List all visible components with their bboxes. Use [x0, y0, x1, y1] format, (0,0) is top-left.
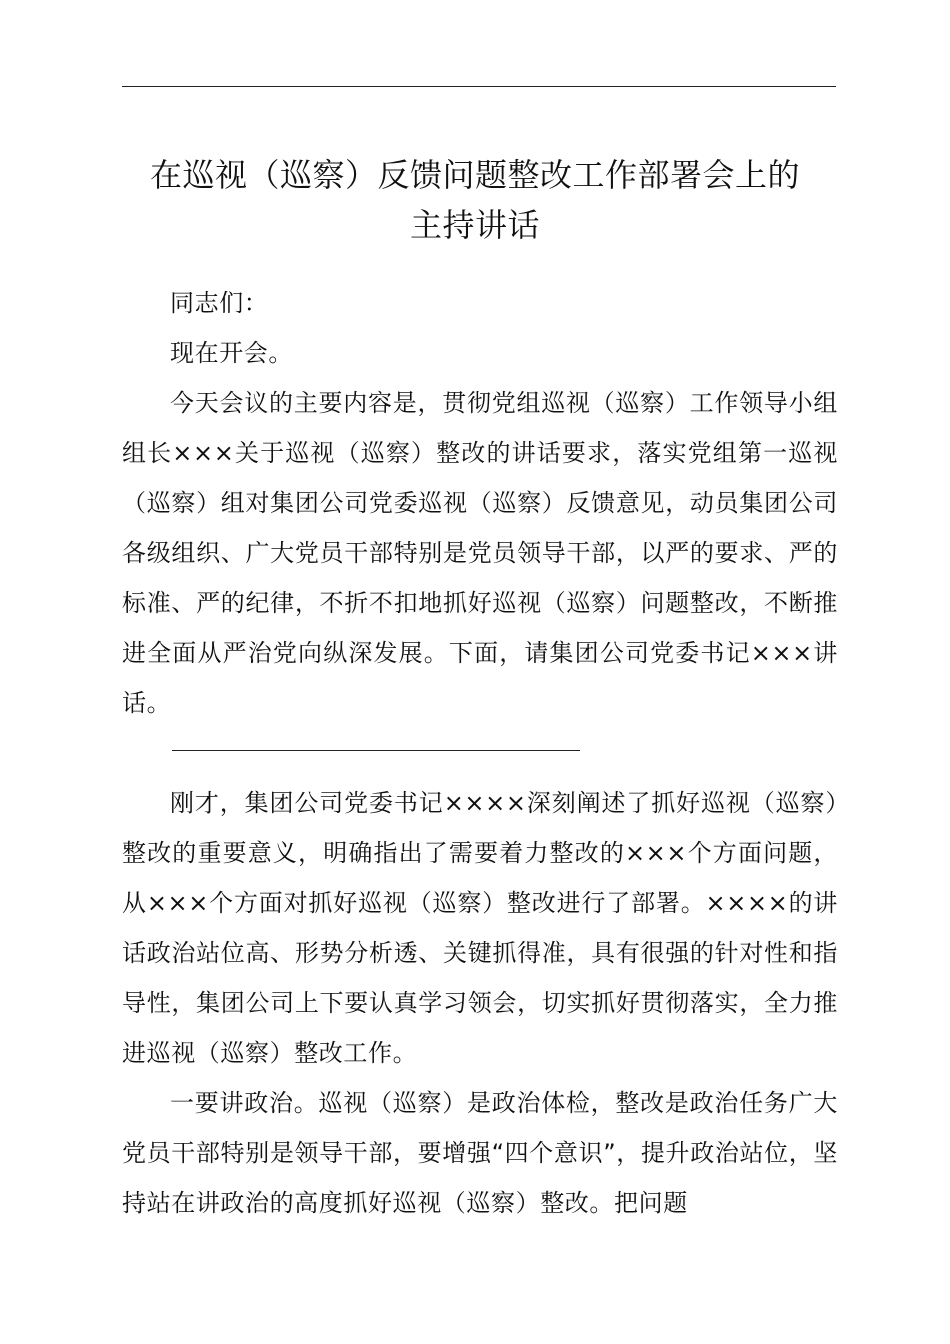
opening-line: 现在开会。 [170, 339, 293, 367]
point-one-paragraph: 一要讲政治。巡视（巡察）是政治体检，整改是政治任务广大党员干部特别是领导干部，要增强“四个意识”，提升政治站位，坚持站在讲政治的高度抓好巡视（巡察）整改。把问题 [122, 1089, 838, 1217]
document-title [110, 150, 840, 250]
speech-divider [122, 728, 838, 778]
summary-paragraph: 刚才，集团公司党委书记××××深刻阐述了抓好巡视（巡察）整改的重要意义，明确指出了需要着力整改的×××个方面问题，从×××个方面对抓好巡视（巡察）整改进行了部署。××××的讲话政治站位高、形势分析透、关键抓得准，具有很强的针对性和指导性，集团公司上下要认真学习领会，切实抓好贯彻落实，全力推进巡视（巡察）整改工作。 [122, 789, 838, 1067]
header-rule [122, 86, 836, 87]
title-line-1: 在巡视（巡察）反馈问题整改工作部署会上的 [149, 156, 800, 194]
title-line-2: 主持讲话 [409, 206, 540, 244]
document-body [122, 278, 838, 1228]
salutation: 同志们： [170, 289, 269, 317]
agenda-paragraph: 今天会议的主要内容是，贯彻党组巡视（巡察）工作领导小组组长×××关于巡视（巡察）整改的讲话要求，落实党组第一巡视（巡察）组对集团公司党委巡视（巡察）反馈意见，动员集团公司各级组织、广大党员干部特别是党员领导干部，以严的要求、严的标准、严的纪律，不折不扣地抓好巡视（巡察）问题整改，不断推进全面从严治党向纵深发展。下面，请集团公司党委书记×××讲话。 [122, 389, 838, 717]
divider-line [172, 750, 580, 751]
